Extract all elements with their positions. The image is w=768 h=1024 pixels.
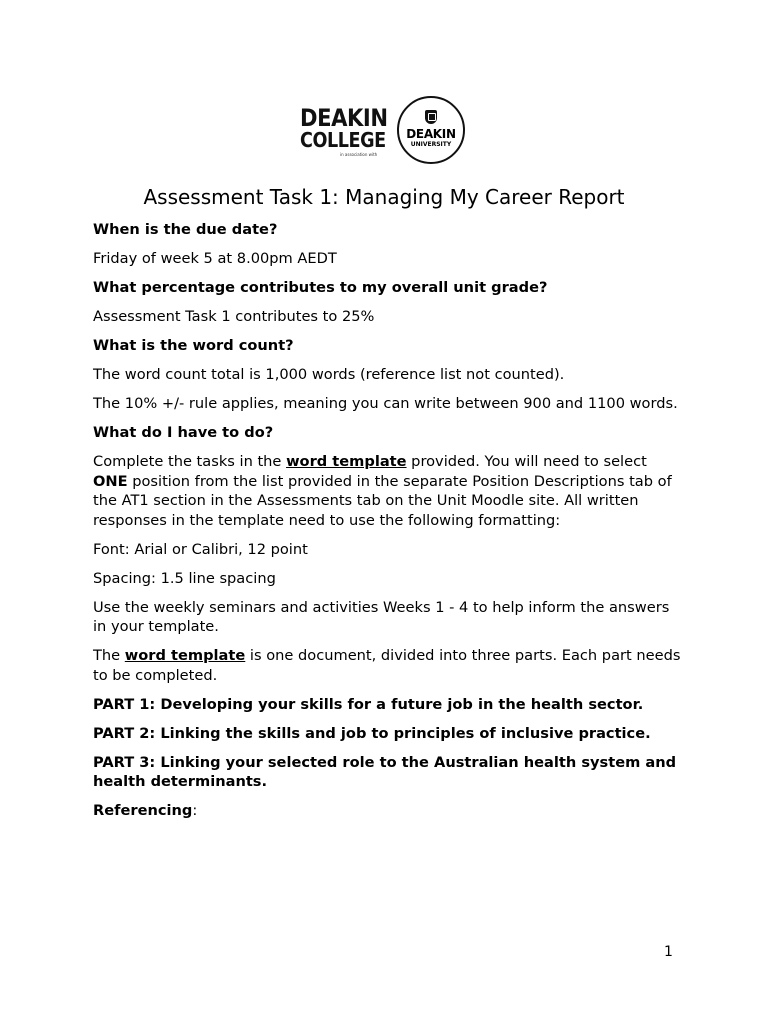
referencing-label: Referencing xyxy=(93,802,193,819)
answer-due-date: Friday of week 5 at 8.00pm AEDT xyxy=(93,250,337,267)
seal-line2: UNIVERSITY xyxy=(410,141,452,148)
template-text-b: is one document, divided into three parts. Each part needs to be completed. xyxy=(93,647,681,684)
crest-icon xyxy=(425,110,437,124)
word-template-link-2[interactable]: word template xyxy=(124,647,246,664)
page-title: Assessment Task 1: Managing My Career Report xyxy=(143,185,625,209)
deakin-logo xyxy=(300,96,472,168)
document-body xyxy=(93,220,683,830)
logo-college-line2: COLLEGE xyxy=(300,128,386,152)
font-requirement: Font: Arial or Calibri, 12 point xyxy=(93,540,308,558)
referencing-colon: : xyxy=(192,802,198,819)
template-text-a: The xyxy=(93,647,125,664)
spacing-requirement: Spacing: 1.5 line spacing xyxy=(93,569,276,587)
answer-percentage: Assessment Task 1 contributes to 25% xyxy=(93,308,375,325)
word-template-link[interactable]: word template xyxy=(286,453,407,470)
seminars-paragraph: Use the weekly seminars and activities Weeks 1 - 4 to help inform the answers in your template. xyxy=(93,598,670,635)
instructions-text-c: position from the list provided in the separate Position Descriptions tab of the AT1 section in the Assessments tab on the Unit Moodle site. All written responses in the template need to use the following formatting: xyxy=(93,472,672,529)
instructions-one: ONE xyxy=(93,472,128,490)
logo-college-line1: DEAKIN xyxy=(300,104,388,132)
question-what-to-do: What do I have to do? xyxy=(93,424,274,441)
question-word-count: What is the word count? xyxy=(93,337,294,354)
answer-word-count: The word count total is 1,000 words (reference list not counted). xyxy=(93,366,565,383)
logo-association-text: in association with xyxy=(340,152,378,157)
page-number: 1 xyxy=(664,944,673,960)
answer-word-rule: The 10% +/- rule applies, meaning you can write between 900 and 1100 words. xyxy=(93,395,678,412)
instructions-text-b: provided. You will need to select xyxy=(406,453,647,470)
template-parts-paragraph xyxy=(93,646,683,685)
referencing-heading xyxy=(93,801,683,821)
part-3: PART 3: Linking your selected role to the Australian health system and health determinants. xyxy=(93,753,677,790)
seal-line1: DEAKIN xyxy=(406,127,456,141)
deakin-university-seal xyxy=(397,96,465,164)
instructions-paragraph xyxy=(93,452,683,530)
instructions-text-a: Complete the tasks in the xyxy=(93,453,287,470)
part-1: PART 1: Developing your skills for a future job in the health sector. xyxy=(93,695,644,713)
question-due-date: When is the due date? xyxy=(93,221,278,238)
question-percentage: What percentage contributes to my overall unit grade? xyxy=(93,279,548,296)
part-2: PART 2: Linking the skills and job to principles of inclusive practice. xyxy=(93,724,651,742)
